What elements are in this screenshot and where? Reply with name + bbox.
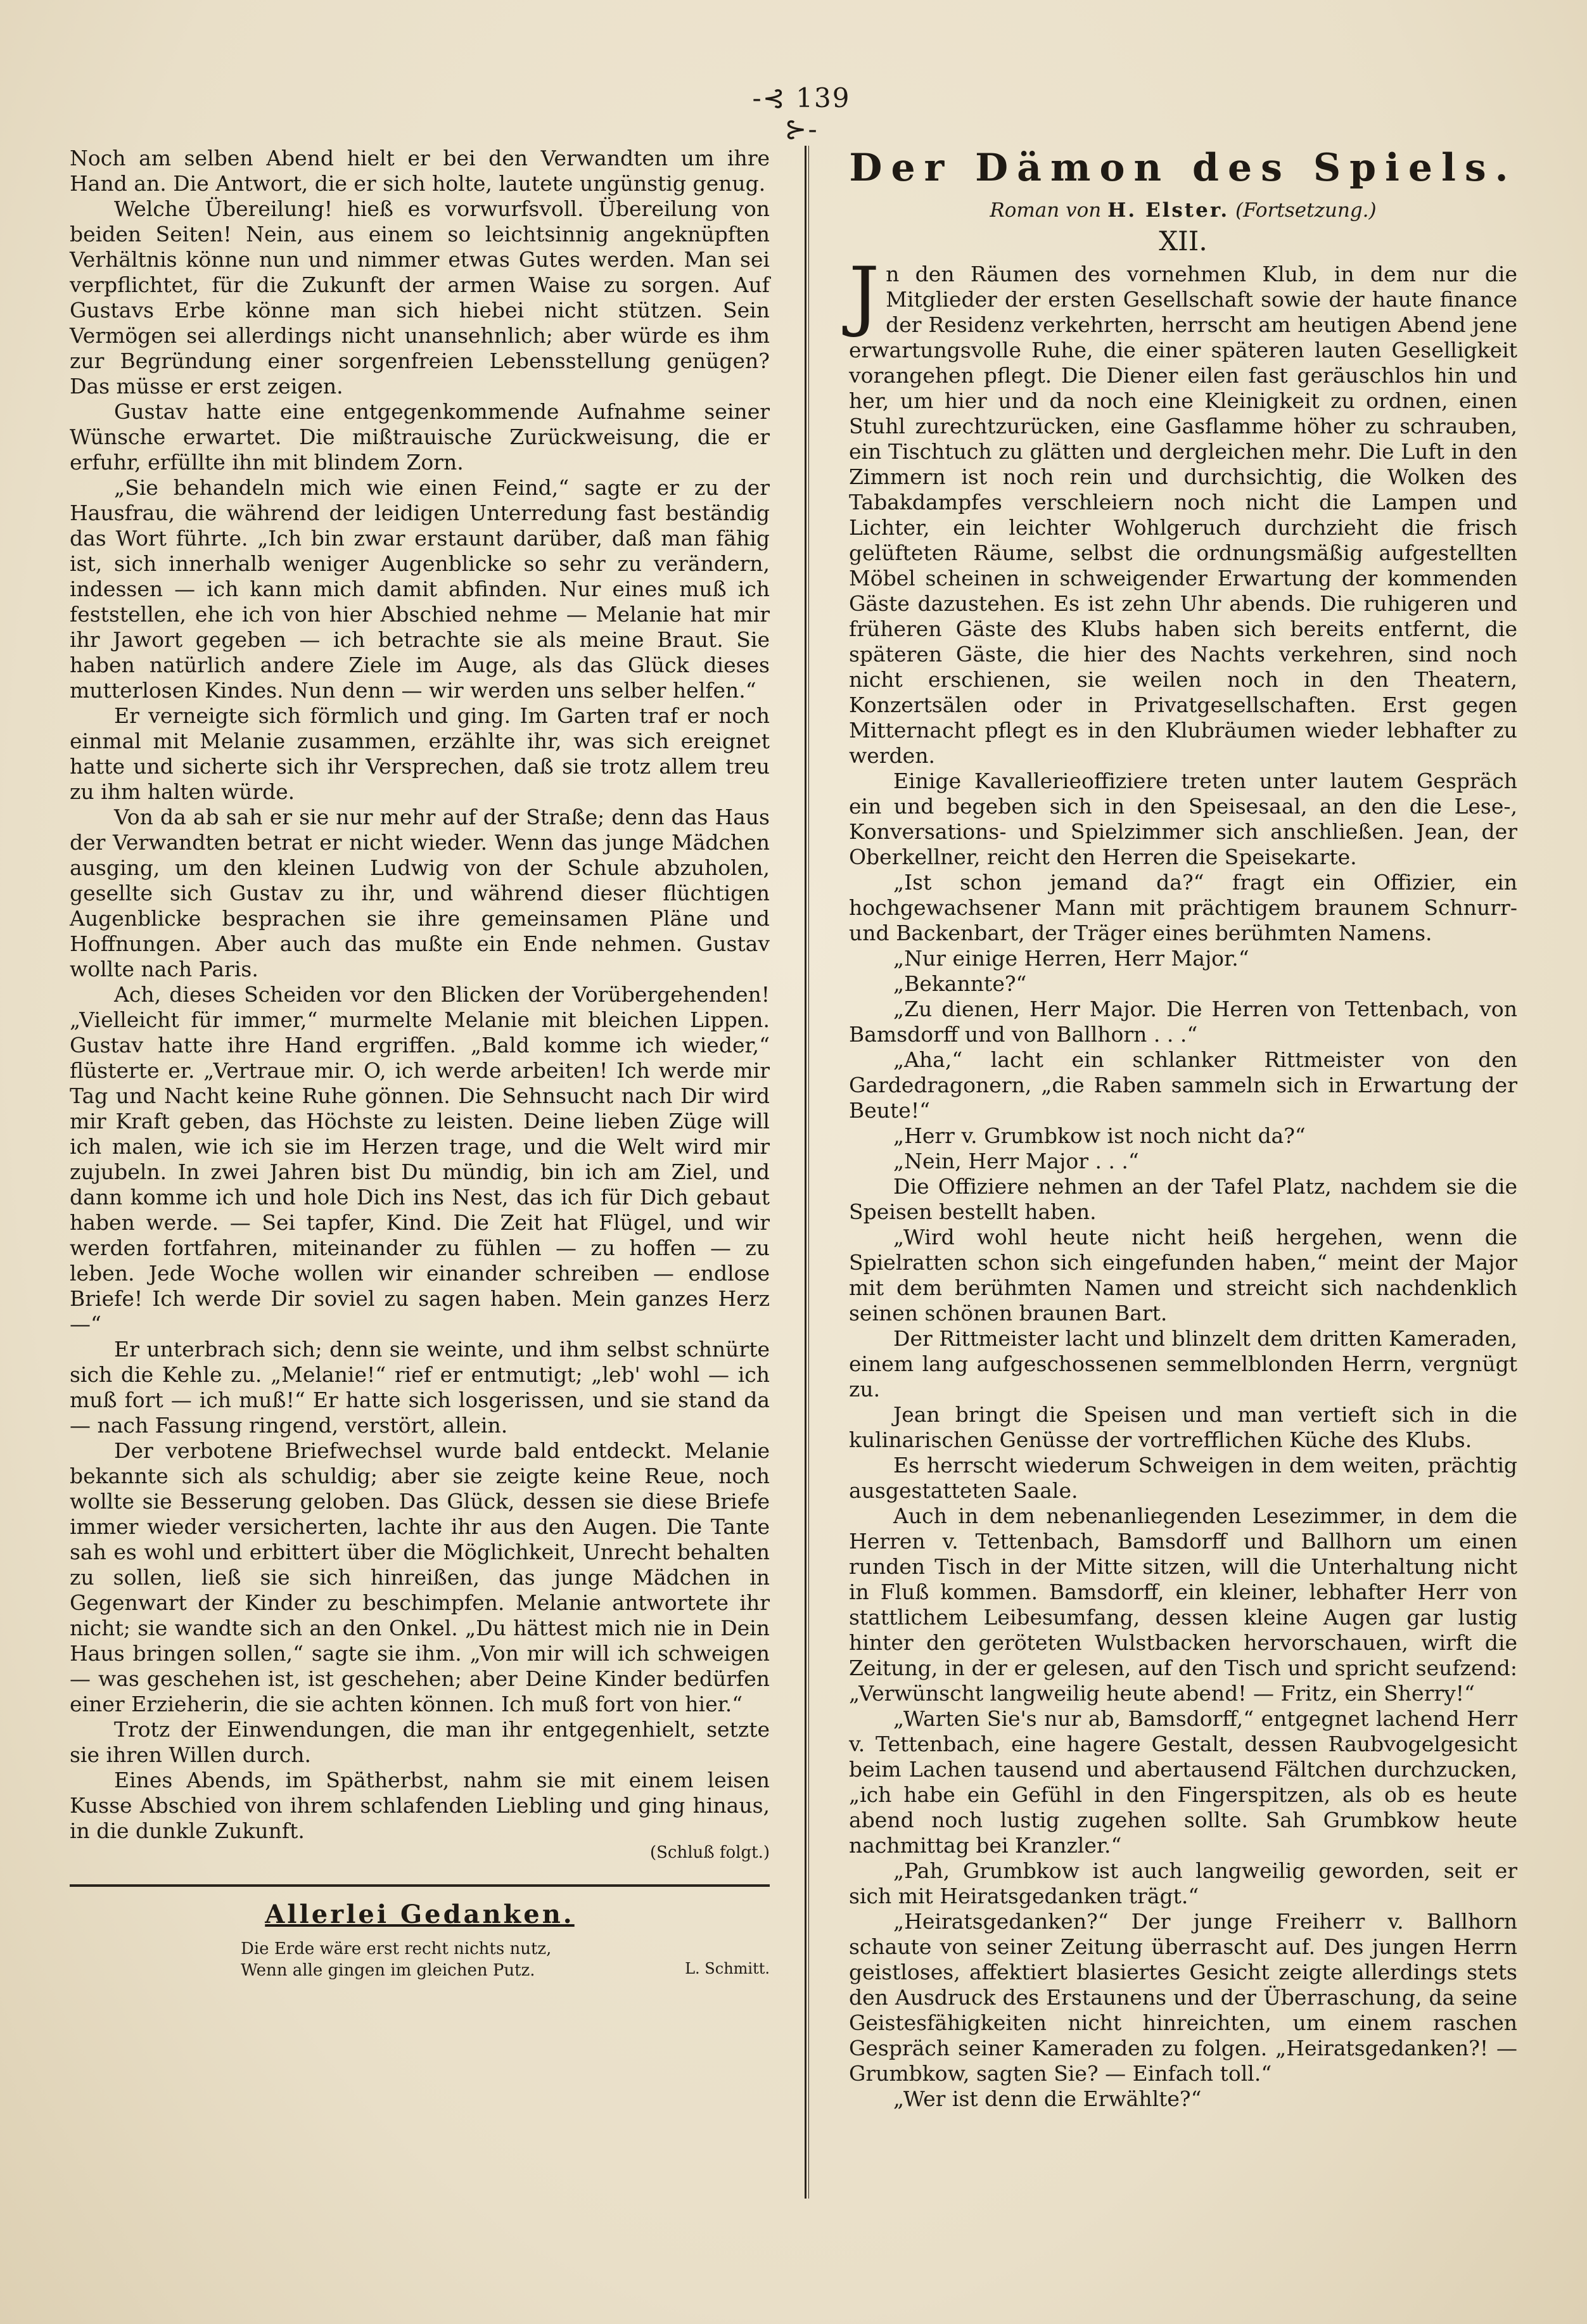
article-title: Der Dämon des Spiels. bbox=[849, 146, 1517, 190]
paragraph: Er verneigte sich förmlich und ging. Im Garten traf er noch einmal mit Melanie zusammen, erzählte ihr, was sich ereignet hatte und sicherte sich ihr Versprechen, daß sie trotz allem treu zu ihm halten würde. bbox=[70, 703, 770, 804]
paragraph: „Warten Sie's nur ab, Bamsdorff,“ entgegnet lachend Herr v. Tettenbach, eine hagere Gestalt, dessen Raubvogelgesicht beim Lachen tausend und abertausend Fältchen durchzucken, „ich habe ein Gefühl in den Fingerspitzen, als ob es heute abend noch lustig zugehen sollte. Sah Grumbkow heute nachmittag bei Kranzler.“ bbox=[849, 1706, 1517, 1858]
paragraph: „Nein, Herr Major . . .“ bbox=[893, 1149, 1139, 1173]
closing-note: (Schluß folgt.) bbox=[649, 1843, 770, 1862]
paragraph: „Pah, Grumbkow ist auch langweilig geworden, seit er sich mit Heiratsgedanken trägt.“ bbox=[849, 1858, 1517, 1908]
paragraph: „Heiratsgedanken?“ Der junge Freiherr v. Ballhorn schaute von seiner Zeitung überrascht auf. Des jungen Herrn geistloses, affektiert blasiertes Gesicht zeigte allerdings stets den Ausdruck des Erstaunens und der Überraschung, da seine Geistesfähigkeiten nicht hinreichten, um einem raschen Gespräch seiner Kameraden zu folgen. „Heiratsgedanken?! — Grumbkow, sagten Sie? — Einfach toll.“ bbox=[849, 1909, 1517, 2086]
section-separator bbox=[70, 1884, 770, 1887]
paragraph: „Zu dienen, Herr Major. Die Herren von Tettenbach, von Bamsdorff und von Ballhorn . . .“ bbox=[849, 997, 1517, 1047]
first-paragraph-text: n den Räumen des vornehmen Klub, in dem nur die Mitglieder der ersten Gesellschaft sowie der haute finance der Residenz verkehrten, herrscht am heutigen Abend jene erwartungsvolle Ruhe, die einer späteren lauten Geselligkeit vorangehen pflegt. Die Diener eilen fast geräuschlos hin und her, um hier und da noch eine Kleinigkeit zu ordnen, einen Stuhl zurechtzurücken, eine Gasflamme höher zu schrauben, ein Tischtuch zu glätten und dergleichen mehr. Die Luft in den Zimmern ist noch rein und durchsichtig, die Wolken des Tabakdampfes verschleiern noch nicht die Lampen und Lichter, ein leichter Wohlgeruch durchzieht die frisch gelüfteten Räume, selbst die ordnungsmäßig aufgestellten Möbel scheinen in schweigender Erwartung der kommenden Gäste dazustehen. Es ist zehn Uhr abends. Die ruhigeren und früheren Gäste des Klubs haben sich bereits entfernt, die späteren Gäste, die hier des Nachts verkehren, sind noch nicht erschienen, sie weilen noch in den Theatern, Konzertsälen oder in Privatgesellschaften. Erst gegen Mitternacht pflegt es in den Klubräumen wieder lebhafter zu werden. bbox=[849, 262, 1517, 768]
paragraph: Es herrscht wiederum Schweigen in dem weiten, prächtig ausgestatteten Saale. bbox=[849, 1453, 1517, 1503]
paragraph: „Bekannte?“ bbox=[893, 971, 1027, 996]
byline bbox=[849, 199, 1517, 222]
paragraph: „Aha,“ lacht ein schlanker Rittmeister von den Gardedragonern, „die Raben sammeln sich in Erwartung der Beute!“ bbox=[849, 1047, 1517, 1123]
byline-author: H. Elster. bbox=[1107, 199, 1230, 222]
column-divider bbox=[805, 146, 806, 2199]
right-column bbox=[849, 146, 1517, 2112]
paragraph: Er unterbrach sich; denn sie weinte, und ihm selbst schnürte sich die Kehle zu. „Melanie!“ rief er entmutigt; „leb' wohl — ich muß fort — ich muß!“ Er hatte sich losgerissen, und sie stand da — nach Fassung ringend, verstört, allein. bbox=[70, 1337, 770, 1438]
paragraph: Ach, dieses Scheiden vor den Blicken der Vorübergehenden! „Vielleicht für immer,“ murmelte Melanie mit bleichen Lippen. Gustav hatte ihre Hand ergriffen. „Bald komme ich wieder,“ flüsterte er. „Vertraue mir. O, ich werde arbeiten! Ich werde mir Tag und Nacht keine Ruhe gönnen. Die Sehnsucht nach Dir wird mir Kraft geben, das Höchste zu leisten. Deine lieben Züge will ich malen, wie ich sie im Herzen trage, und die Welt wird mir zujubeln. In zwei Jahren bist Du mündig, bin ich am Ziel, und dann komme ich und hole Dich ins Nest, das ich für Dich gebaut haben werde. — Sei tapfer, Kind. Die Zeit hat Flügel, und wir werden fortfahren, miteinander zu fühlen — zu hoffen — zu leben. Jede Woche wollen wir einander schreiben — endlose Briefe! Ich werde Dir soviel zu sagen haben. Mein ganzes Herz —“ bbox=[70, 982, 770, 1336]
paragraph: Die Offiziere nehmen an der Tafel Platz, nachdem sie die Speisen bestellt haben. bbox=[849, 1174, 1517, 1224]
paragraph: „Wird wohl heute nicht heiß hergehen, wenn die Spielratten schon sich eingefunden haben,“ meint der Major mit dem berühmten Namen und streicht sich nachdenklich seinen schönen braunen Bart. bbox=[849, 1225, 1517, 1325]
paragraph: Einige Kavallerieoffiziere treten unter lautem Gespräch ein und begeben sich in den Speisesaal, an den die Lese-, Konversations- und Spielzimmer sich anschließen. Jean, der Oberkellner, reicht den Herren die Speisekarte. bbox=[849, 769, 1517, 869]
verse-line: Wenn alle gingen im gleichen Putz. bbox=[241, 1961, 535, 1980]
column-divider-thin bbox=[808, 146, 809, 2199]
drop-cap: J bbox=[849, 252, 880, 340]
paragraph: Gustav hatte eine entgegenkommende Aufnahme seiner Wünsche erwartet. Die mißtrauische Zurückweisung, die er erfuhr, erfüllte ihn mit blindem Zorn. bbox=[70, 399, 770, 475]
paragraph: Welche Übereilung! hieß es vorwurfsvoll. Übereilung von beiden Seiten! Nein, aus einem so leichtsinnig angeknüpften Verhältnis könne nun und nimmer etwas Gutes werden. Man sei verpflichtet, für die Zukunft der armen Waise zu sorgen. Auf Gustavs Erbe könne man sich hiebei nicht stützen. Sein Vermögen sei allerdings nicht unansehnlich; aber würde es ihm zur Begründung einer sorgenfreien Lebensstellung genügen? Das müsse er erst zeigen. bbox=[70, 196, 770, 399]
page-number: -⊰ 139 ⊱- bbox=[752, 82, 851, 144]
gedanken-author: L. Schmitt. bbox=[685, 1960, 770, 1977]
byline-prefix: Roman von bbox=[990, 199, 1102, 222]
paragraph: „Wer ist denn die Erwählte?“ bbox=[893, 2086, 1202, 2111]
paragraph: Der Rittmeister lacht und blinzelt dem dritten Kameraden, einem lang aufgeschossenen semmelblonden Herrn, vergnügt zu. bbox=[849, 1326, 1517, 1401]
byline-suffix: (Fortsetzung.) bbox=[1235, 199, 1377, 222]
paragraph: Von da ab sah er sie nur mehr auf der Straße; denn das Haus der Verwandten betrat er nicht wieder. Wenn das junge Mädchen ausging, um den kleinen Ludwig von der Schule abzuholen, gesellte sich Gustav zu ihr, und während dieser flüchtigen Augenblicke besprachen sie ihre gemeinsamen Pläne und Hoffnungen. Aber auch das mußte ein Ende nehmen. Gustav wollte nach Paris. bbox=[70, 805, 770, 981]
paragraph: Trotz der Einwendungen, die man ihr entgegenhielt, setzte sie ihren Willen durch. bbox=[70, 1717, 770, 1767]
paragraph: „Ist schon jemand da?“ fragt ein Offizier, ein hochgewachsener Mann mit prächtigem braunem Schnurr- und Backenbart, der Träger eines berühmten Namens. bbox=[849, 870, 1517, 945]
paragraph: Eines Abends, im Spätherbst, nahm sie mit einem leisen Kusse Abschied von ihrem schlafenden Liebling und ging hinaus, in die dunkle Zukunft. bbox=[70, 1768, 770, 1843]
paragraph: Auch in dem nebenanliegenden Lesezimmer, in dem die Herren v. Tettenbach, Bamsdorff und Ballhorn um einen runden Tisch in der Mitte sitzen, will die Unterhaltung nicht in Fluß kommen. Bamsdorff, ein kleiner, lebhafter Herr von stattlichem Leibesumfang, dessen kleine Augen gar lustig hinter den geröteten Wulstbacken hervorschauen, wirft die Zeitung, in der er gelesen, auf den Tisch und spricht seufzend: „Verwünscht langweilig heute abend! — Fritz, ein Sherry!“ bbox=[849, 1504, 1517, 1706]
left-column bbox=[70, 146, 770, 1980]
paragraph: Der verbotene Briefwechsel wurde bald entdeckt. Melanie bekannte sich als schuldig; aber sie zeigte keine Reue, noch wollte sie Besserung geloben. Das Glück, dessen sie diese Briefe immer wieder versicherten, lachte ihr aus den Augen. Die Tante sah es wohl und erbittert über die Möglichkeit, Unrecht behalten zu sollen, ließ sie sich hinreißen, das junge Mädchen in Gegenwart der Kinder zu beschimpfen. Melanie antwortete ihr nicht; sie wandte sich an den Onkel. „Du hättest mich nie in Dein Haus bringen sollen,“ sagte sie ihm. „Von mir will ich schweigen — was geschehen ist, ist geschehen; aber Deine Kinder bedürfen einer Erzieherin, die sie achten können. Ich muß fort von hier.“ bbox=[70, 1438, 770, 1716]
paragraph: „Sie behandeln mich wie einen Feind,“ sagte er zu der Hausfrau, die während der leidigen Unterredung fast beständig das Wort führte. „Ich bin zwar erstaunt darüber, daß man fähig ist, sich innerhalb weniger Augenblicke so sehr zu verändern, indessen — ich kann mich damit abfinden. Nur eines muß ich feststellen, ehe ich von hier Abschied nehme — Melanie hat mir ihr Jawort gegeben — ich betrachte sie als meine Braut. Sie haben natürlich andere Ziele im Auge, als das Glück dieses mutterlosen Kindes. Nun denn — wir werden uns selber helfen.“ bbox=[70, 475, 770, 703]
chapter-number: XII. bbox=[1159, 226, 1208, 257]
first-paragraph bbox=[849, 252, 1517, 769]
paragraph: „Herr v. Grumbkow ist noch nicht da?“ bbox=[893, 1123, 1306, 1148]
verse-line: Die Erde wäre erst recht nichts nutz, bbox=[241, 1939, 552, 1958]
paragraph: Noch am selben Abend hielt er bei den Verwandten um ihre Hand an. Die Antwort, die er sich holte, lautete ungünstig genug. bbox=[70, 146, 770, 196]
paragraph: Jean bringt die Speisen und man vertieft sich in die kulinarischen Genüsse der vortrefflichen Küche des Klubs. bbox=[849, 1402, 1517, 1452]
paragraph: „Nur einige Herren, Herr Major.“ bbox=[893, 946, 1249, 971]
gedanken-title: Allerlei Gedanken. bbox=[265, 1899, 575, 1929]
